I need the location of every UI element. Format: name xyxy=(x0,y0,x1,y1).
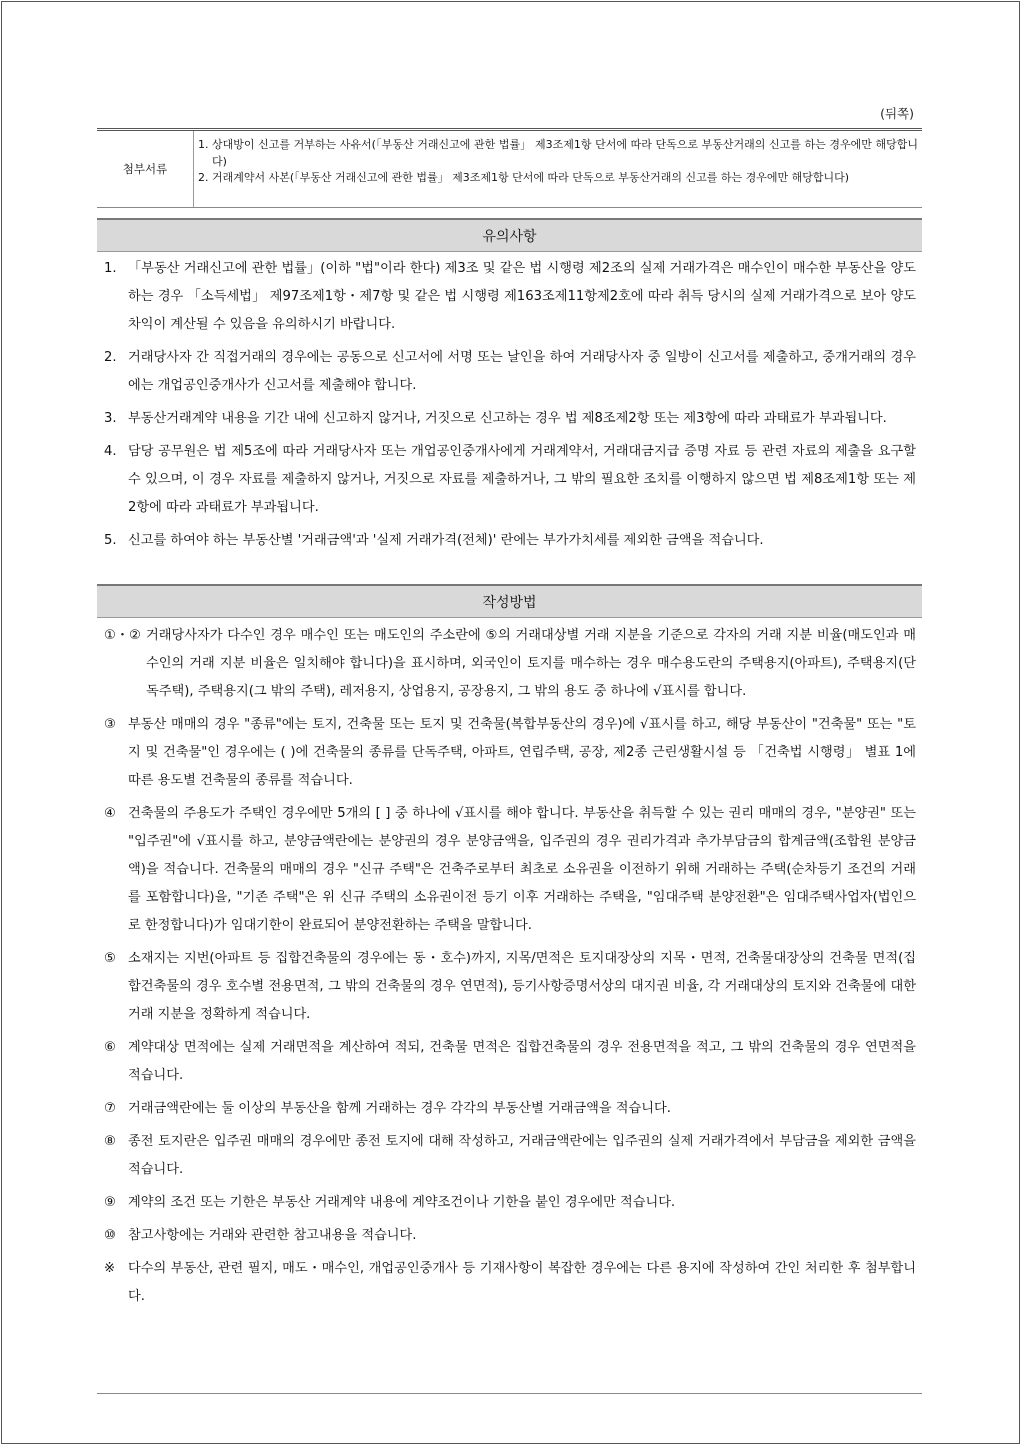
notes-list xyxy=(104,255,916,560)
note-marker: 1. xyxy=(104,261,117,276)
guide-item xyxy=(104,1189,916,1217)
note-text: 「부동산 거래신고에 관한 법률」(이하 "법"이라 한다) 제3조 및 같은 법 시행령 제2조의 실제 거래가격은 매수인이 매수한 부동산을 양도하는 경우 「소득세법」 제97조제1항・제7항 및 같은 법 시행령 제163조제11항제2호에 따라 취득 당시의 실제 거래가격으로 보아 양도차익이 계산될 수 있음을 유의하시기 바랍니다. xyxy=(128,261,916,332)
guide-section-title: 작성방법 xyxy=(97,584,922,618)
note-item xyxy=(104,344,916,400)
guide-marker: ⑥ xyxy=(104,1040,116,1055)
guide-item xyxy=(104,1095,916,1123)
guide-marker: ※ xyxy=(104,1261,116,1276)
back-side-label: (뒤쪽) xyxy=(880,106,914,121)
guide-text: 다수의 부동산, 관련 필지, 매도・매수인, 개업공인중개사 등 기재사항이 복잡한 경우에는 다른 용지에 작성하여 간인 처리한 후 첨부합니다. xyxy=(128,1261,916,1304)
note-text: 거래당사자 간 직접거래의 경우에는 공동으로 신고서에 서명 또는 날인을 하여 거래당사자 중 일방이 신고서를 제출하고, 중개거래의 경우에는 개업공인중개사가 신고서를 제출해야 합니다. xyxy=(128,350,916,393)
attachment-item xyxy=(198,137,918,170)
guide-text: 종전 토지란은 입주권 매매의 경우에만 종전 토지에 대해 작성하고, 거래금액란에는 입주권의 실제 거래가격에서 부담금을 제외한 금액을 적습니다. xyxy=(128,1134,916,1177)
guide-text: 참고사항에는 거래와 관련한 참고내용을 적습니다. xyxy=(128,1228,417,1243)
attachments-list xyxy=(194,131,922,207)
guide-text: 소재지는 지번(아파트 등 집합건축물의 경우에는 동・호수)까지, 지목/면적은 토지대장상의 지목・면적, 건축물대장상의 건축물 면적(집합건축물의 경우 호수별 전용면적, 그 밖의 건축물의 경우 연면적), 등기사항증명서상의 대지권 비율, 각 거래대상의 토지와 건축물에 대한 거래 지분을 정확하게 적습니다. xyxy=(128,951,916,1022)
note-item xyxy=(104,405,916,433)
note-marker: 4. xyxy=(104,444,117,459)
bottom-divider xyxy=(97,1393,922,1394)
note-item xyxy=(104,438,916,522)
guide-marker: ④ xyxy=(104,806,116,821)
guide-marker: ⑧ xyxy=(104,1134,116,1149)
guide-marker: ⑨ xyxy=(104,1195,116,1210)
guide-text: 거래당사자가 다수인 경우 매수인 또는 매도인의 주소란에 ⑤의 거래대상별 거래 지분을 기준으로 각자의 거래 지분 비율(매도인과 매수인의 거래 지분 비율은 일치해야 합니다)을 표시하며, 외국인이 토지를 매수하는 경우 매수용도란의 주택용지(아파트), 주택용지(단독주택), 주택용지(그 밖의 주택), 레저용지, 상업용지, 공장용지, 그 밖의 용도 중 하나에 √표시를 합니다. xyxy=(146,628,916,699)
note-text: 부동산거래계약 내용을 기간 내에 신고하지 않거나, 거짓으로 신고하는 경우 법 제8조제2항 또는 제3항에 따라 과태료가 부과됩니다. xyxy=(128,411,887,426)
guide-list xyxy=(104,622,916,1316)
note-item xyxy=(104,527,916,555)
attachment-item xyxy=(198,170,918,187)
guide-item xyxy=(104,622,916,706)
note-item xyxy=(104,255,916,339)
guide-marker: ③ xyxy=(104,717,116,732)
attachment-number: 2. xyxy=(198,171,209,184)
guide-marker: ⑤ xyxy=(104,951,116,966)
guide-text: 부동산 매매의 경우 "종류"에는 토지, 건축물 또는 토지 및 건축물(복합부동산의 경우)에 √표시를 하고, 해당 부동산이 "건축물" 또는 "토지 및 건축물"인 경우에는 ( )에 건축물의 종류를 단독주택, 아파트, 연립주택, 공장, 제2종 근린생활시설 등 「건축법 시행령」 별표 1에 따른 용도별 건축물의 종류를 적습니다. xyxy=(128,717,916,788)
guide-marker: ⑩ xyxy=(104,1228,116,1243)
notes-section-title: 유의사항 xyxy=(97,218,922,252)
guide-item xyxy=(104,711,916,795)
guide-item xyxy=(104,800,916,940)
guide-marker: ①・② xyxy=(104,628,141,643)
attachment-text: 거래계약서 사본(「부동산 거래신고에 관한 법률」 제3조제1항 단서에 따라 단독으로 부동산거래의 신고를 하는 경우에만 해당합니다) xyxy=(212,171,850,184)
guide-item xyxy=(104,1034,916,1090)
attachment-number: 1. xyxy=(198,138,209,151)
note-marker: 2. xyxy=(104,350,117,365)
guide-text: 거래금액란에는 둘 이상의 부동산을 함께 거래하는 경우 각각의 부동산별 거래금액을 적습니다. xyxy=(128,1101,671,1116)
guide-marker: ⑦ xyxy=(104,1101,116,1116)
guide-item xyxy=(104,1222,916,1250)
guide-item xyxy=(104,945,916,1029)
guide-item xyxy=(104,1255,916,1311)
note-text: 담당 공무원은 법 제5조에 따라 거래당사자 또는 개업공인중개사에게 거래계약서, 거래대금지급 증명 자료 등 관련 자료의 제출을 요구할 수 있으며, 이 경우 자료를 제출하지 않거나, 거짓으로 자료를 제출하거나, 그 밖의 필요한 조치를 이행하지 않으면 법 제8조제1항 또는 제2항에 따라 과태료가 부과됩니다. xyxy=(128,444,916,515)
attachments-table xyxy=(97,128,922,208)
guide-text: 계약대상 면적에는 실제 거래면적을 계산하여 적되, 건축물 면적은 집합건축물의 경우 전용면적을 적고, 그 밖의 건축물의 경우 연면적을 적습니다. xyxy=(128,1040,916,1083)
note-marker: 3. xyxy=(104,411,117,426)
attachments-label: 첨부서류 xyxy=(97,131,194,207)
guide-text: 계약의 조건 또는 기한은 부동산 거래계약 내용에 계약조건이나 기한을 붙인 경우에만 적습니다. xyxy=(128,1195,676,1210)
attachment-text: 상대방이 신고를 거부하는 사유서(「부동산 거래신고에 관한 법률」 제3조제1항 단서에 따라 단독으로 부동산거래의 신고를 하는 경우에만 해당합니다) xyxy=(212,138,918,168)
note-text: 신고를 하여야 하는 부동산별 '거래금액'과 '실제 거래가격(전체)' 란에는 부가가치세를 제외한 금액을 적습니다. xyxy=(128,533,764,548)
guide-text: 건축물의 주용도가 주택인 경우에만 5개의 [ ] 중 하나에 √표시를 해야 합니다. 부동산을 취득할 수 있는 권리 매매의 경우, "분양권" 또는 "입주권"에 √표시를 하고, 분양금액란에는 분양권의 경우 분양금액을, 입주권의 경우 권리가격과 추가부담금의 합계금액(조합원 분양금액)을 적습니다. 건축물의 매매의 경우 "신규 주택"은 건축주로부터 최초로 소유권을 이전하기 위해 거래하는 주택(순차등기 조건의 거래를 포함합니다)을, "기존 주택"은 위 신규 주택의 소유권이전 등기 이후 거래하는 주택을, "임대주택 분양전환"은 임대주택사업자(법인으로 한정합니다)가 임대기한이 완료되어 분양전환하는 주택을 말합니다. xyxy=(128,806,916,933)
note-marker: 5. xyxy=(104,533,117,548)
guide-item xyxy=(104,1128,916,1184)
